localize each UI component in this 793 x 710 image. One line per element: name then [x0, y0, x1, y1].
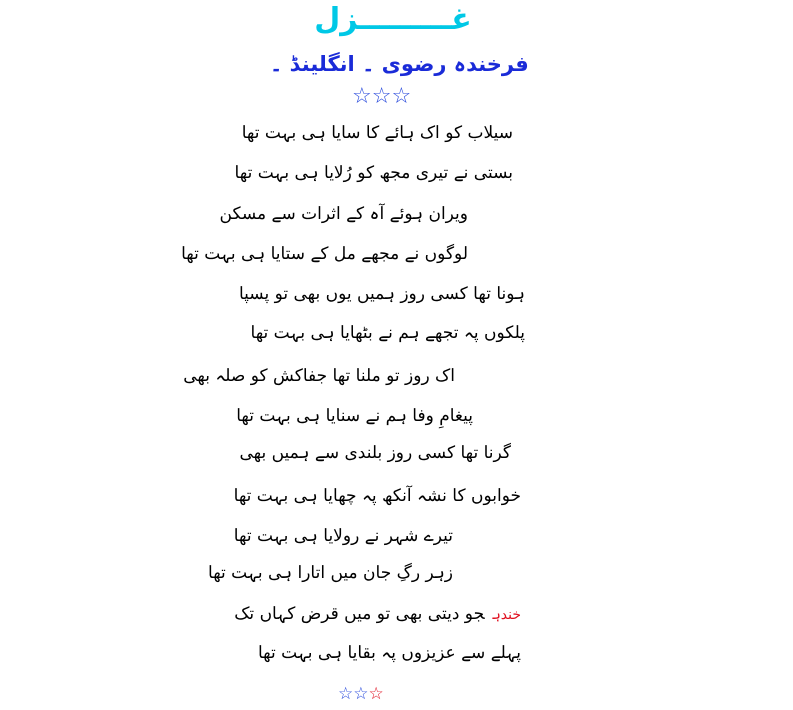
- red-star: ☆: [368, 684, 384, 704]
- verse-line-10: خوابوں کا نشہ آنکھ پہ چھایا ہی بہت تھا: [233, 486, 521, 506]
- verse-line-4: لوگوں نے مجھے مل کے ستایا ہی بہت تھا: [181, 244, 468, 264]
- stars-divider-top: ☆☆☆: [352, 84, 412, 109]
- verse-line-13-text: جو دیتی بھی تو میں قرض کہاں تک: [234, 604, 485, 624]
- verse-line-7: اک روز تو ملنا تھا جفاکش کو صلہ بھی: [183, 366, 455, 386]
- verse-line-5: ہونا تھا کسی روز ہمیں یوں بھی تو پسپا: [238, 284, 525, 304]
- verse-line-2: بستی نے تیری مجھ کو رُلایا ہی بہت تھا: [234, 163, 513, 183]
- blue-stars: ☆☆: [338, 684, 369, 704]
- stars-divider-bottom: [338, 684, 384, 704]
- verse-line-9: گرنا تھا کسی روز بلندی سے ہمیں بھی: [239, 443, 511, 463]
- verse-line-14: پہلے سے عزیزوں پہ بقایا ہی بہت تھا: [257, 643, 521, 663]
- verse-line-8: پیغامِ وفا ہم نے سنایا ہی بہت تھا: [236, 406, 473, 426]
- author-line: فرخندہ رضوی ۔ انگلینڈ ۔: [270, 52, 529, 76]
- pen-name: خندہ: [492, 607, 521, 623]
- verse-line-3: ویران ہوئے آہ کے اثرات سے مسکن: [219, 204, 468, 224]
- verse-line-1: سیلاب کو اک ہائے کا سایا ہی بہت تھا: [241, 123, 513, 143]
- verse-line-6: پلکوں پہ تجھے ہم نے بٹھایا ہی بہت تھا: [250, 323, 525, 343]
- verse-line-13: [234, 603, 521, 624]
- verse-line-12: زہر رگِ جان میں اتارا ہی بہت تھا: [208, 563, 453, 583]
- verse-line-11: تیرے شہر نے رولایا ہی بہت تھا: [233, 526, 453, 546]
- poem-title: غـــــــــزل: [314, 2, 472, 37]
